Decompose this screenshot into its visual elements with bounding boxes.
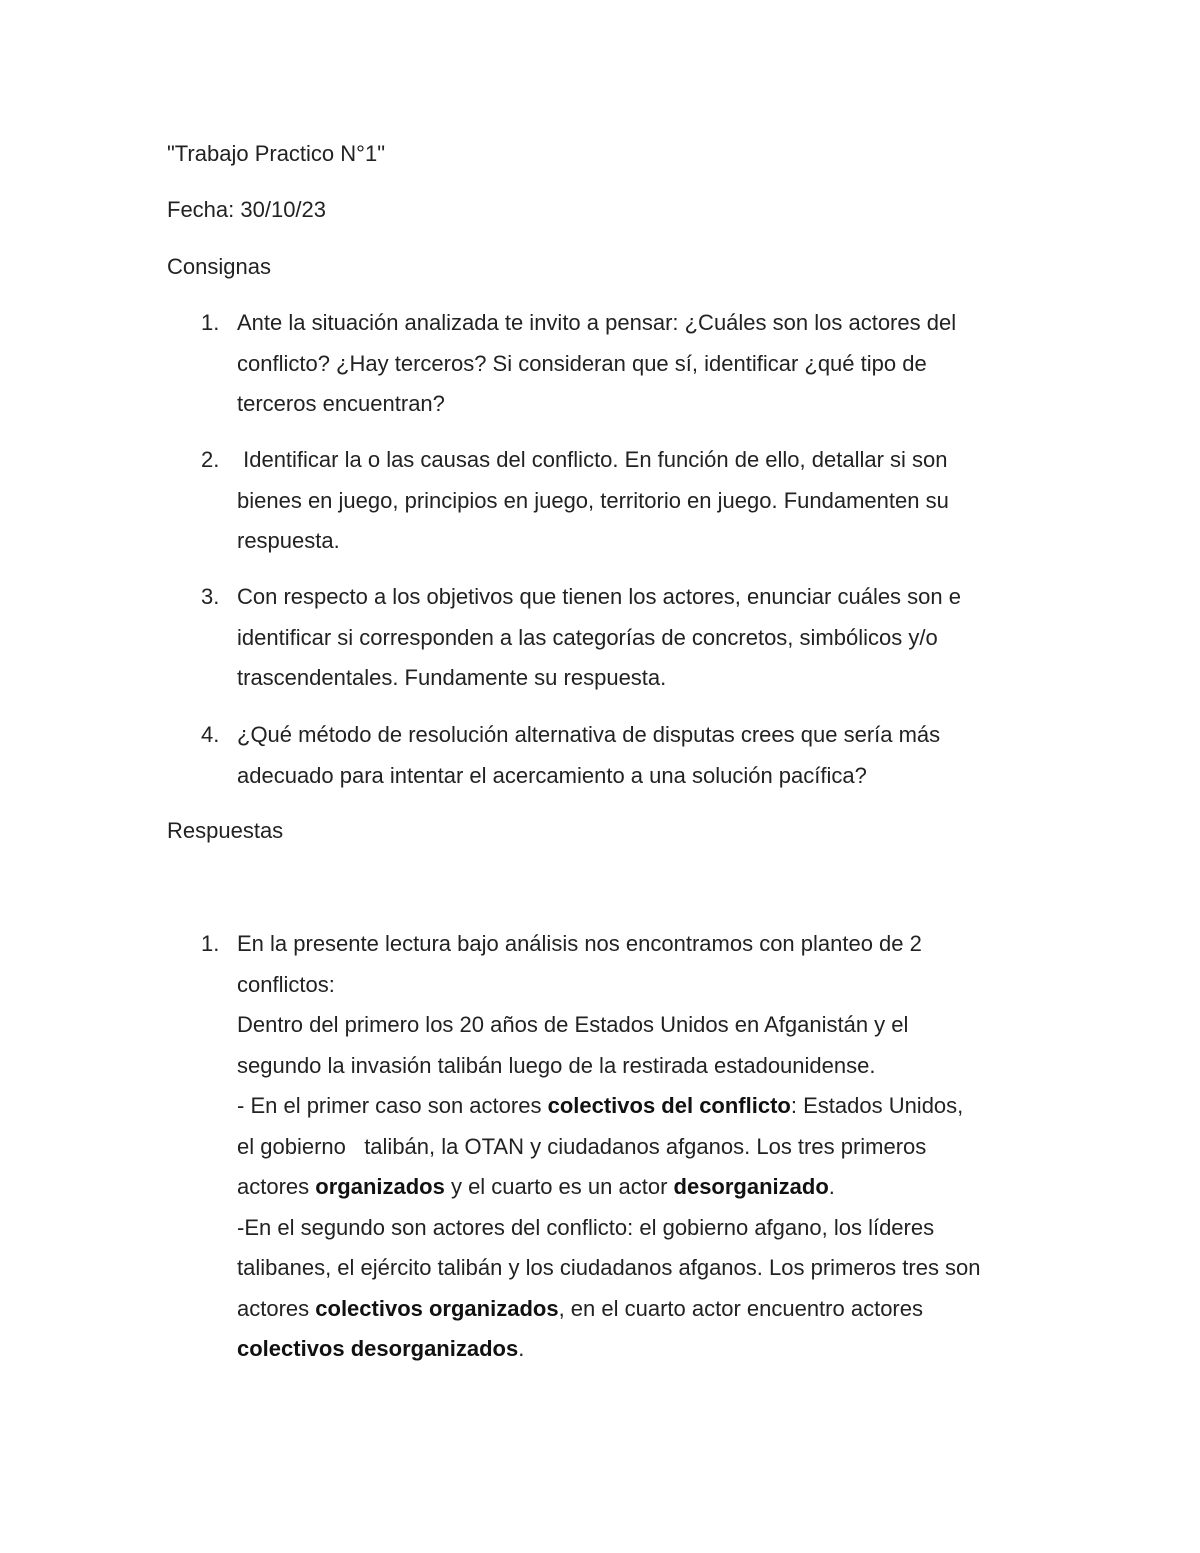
instruction-line: identificar si corresponden a las categorías de concretos, simbólicos y/o [237, 625, 938, 650]
text-segment: actores [237, 1174, 316, 1199]
instruction-number: 3. [201, 584, 220, 609]
instruction-line: adecuado para intentar el acercamiento a una solución pacífica? [237, 763, 867, 788]
answer-line [237, 1004, 908, 1045]
answer-line [237, 1126, 926, 1167]
bold-text: colectivos organizados [315, 1296, 559, 1321]
text-segment: : Estados Unidos, [790, 1093, 964, 1118]
text-segment: -En el segundo son actores del conflicto: el gobierno afgano, los líderes [237, 1215, 935, 1240]
instruction-line: ¿Qué método de resolución alternativa de disputas crees que sería más [237, 722, 941, 747]
bold-text: colectivos desorganizados [237, 1336, 519, 1361]
text-segment: En la presente lectura bajo análisis nos encontramos con planteo de 2 [237, 931, 922, 956]
instruction-line: terceros encuentran? [237, 391, 445, 416]
instruction-line: bienes en juego, principios en juego, territorio en juego. Fundamenten su [237, 488, 949, 513]
instruction-number: 4. [201, 722, 220, 747]
instruction-line: Ante la situación analizada te invito a pensar: ¿Cuáles son los actores del [237, 310, 957, 335]
instruction-line: Identificar la o las causas del conflicto. En función de ello, detallar si son [237, 447, 948, 472]
answers-heading: Respuestas [167, 818, 284, 843]
answer-number: 1. [201, 931, 220, 956]
answer-line [237, 1207, 934, 1248]
answer-line [237, 1045, 875, 1086]
text-segment: . [518, 1336, 525, 1361]
text-segment: y el cuarto es un actor [444, 1174, 674, 1199]
instructions-heading: Consignas [167, 254, 271, 279]
answer-line [237, 1328, 524, 1369]
answer-line [237, 1288, 923, 1329]
instruction-line: conflicto? ¿Hay terceros? Si consideran que sí, identificar ¿qué tipo de [237, 351, 927, 376]
bold-text: desorganizado [673, 1174, 829, 1199]
instruction-number: 2. [201, 447, 220, 472]
instruction-line: Con respecto a los objetivos que tienen los actores, enunciar cuáles son e [237, 584, 961, 609]
text-segment: . [828, 1174, 835, 1199]
answer-line [237, 1166, 835, 1207]
text-segment: talibanes, el ejército talibán y los ciudadanos afganos. Los primeros tres son [237, 1255, 981, 1280]
answer-line [237, 1085, 963, 1126]
instruction-line: respuesta. [237, 528, 340, 553]
text-segment: el gobierno talibán, la OTAN y ciudadanos afganos. Los tres primeros [237, 1134, 927, 1159]
text-segment: - En el primer caso son actores [237, 1093, 548, 1118]
answer-line [237, 964, 335, 1005]
answer-line [237, 1247, 981, 1288]
answer-line [237, 923, 922, 964]
text-segment: actores [237, 1296, 316, 1321]
text-segment: , en el cuarto actor encuentro actores [558, 1296, 923, 1321]
bold-text: organizados [315, 1174, 445, 1199]
document-title: "Trabajo Practico N°1" [167, 141, 386, 166]
text-segment: segundo la invasión talibán luego de la restirada estadounidense. [237, 1053, 876, 1078]
text-segment: conflictos: [237, 972, 335, 997]
text-segment: Dentro del primero los 20 años de Estados Unidos en Afganistán y el [237, 1012, 909, 1037]
instruction-number: 1. [201, 310, 220, 335]
bold-text: colectivos del conflicto [547, 1093, 791, 1118]
document-date: Fecha: 30/10/23 [167, 197, 327, 222]
instruction-line: trascendentales. Fundamente su respuesta. [237, 665, 667, 690]
